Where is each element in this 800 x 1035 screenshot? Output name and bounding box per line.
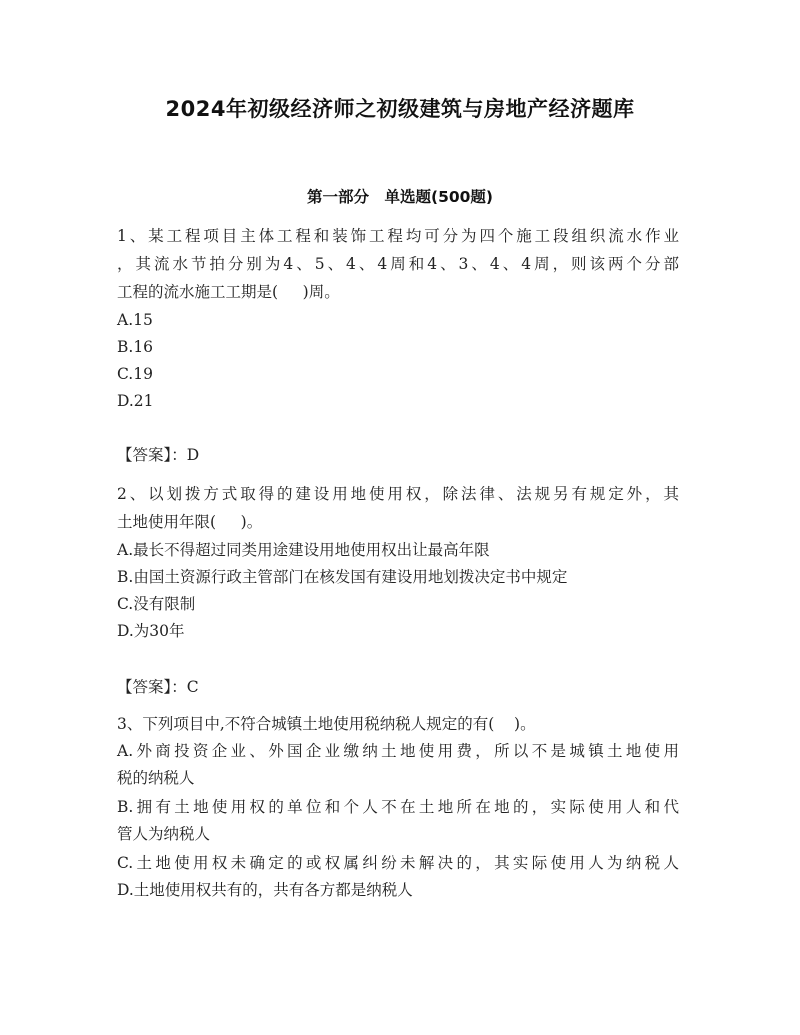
question-1-option-d: D.21 <box>117 392 154 410</box>
question-1-option-a: A.15 <box>117 311 153 329</box>
question-1-stem-line-1: 1、某工程项目主体工程和装饰工程均可分为四个施工段组织流水作业 <box>117 227 679 245</box>
question-2-stem-line-2: 土地使用年限( )。 <box>117 513 263 531</box>
answer-label: 【答案】： <box>117 678 187 696</box>
answer-value: D <box>186 446 200 464</box>
question-2-stem-line-1: 2、以划拨方式取得的建设用地使用权，除法律、法规另有规定外，其 <box>117 485 679 503</box>
question-2-option-b: B.由国土资源行政主管部门在核发国有建设用地划拨决定书中规定 <box>117 568 568 586</box>
question-1-option-c: C.19 <box>117 365 153 383</box>
question-1-option-b: B.16 <box>117 338 154 356</box>
page-title: 2024年初级经济师之初级建筑与房地产经济题库 <box>165 97 635 121</box>
question-2-option-d: D.为30年 <box>117 622 185 640</box>
question-2-option-c: C.没有限制 <box>117 595 196 613</box>
question-3-option-a-line-2: 税的纳税人 <box>117 769 195 787</box>
question-2-option-a: A.最长不得超过同类用途建设用地使用权出让最高年限 <box>117 541 490 559</box>
question-1-answer <box>117 445 199 465</box>
answer-label: 【答案】： <box>117 446 187 464</box>
section-title: 第一部分 单选题(500题) <box>306 188 494 206</box>
question-1-stem-line-3: 工程的流水施工工期是( )周。 <box>117 283 340 301</box>
question-1-stem-line-2: ，其流水节拍分别为4、5、4、4周和4、3、4、4周，则该两个分部 <box>117 255 679 273</box>
question-2-answer <box>117 677 199 697</box>
question-3-stem-line-1: 3、下列项目中,不符合城镇土地使用税纳税人规定的有( )。 <box>117 715 536 733</box>
answer-value: C <box>186 678 199 696</box>
question-3-option-c: C.土地使用权未确定的或权属纠纷未解决的，其实际使用人为纳税人 <box>117 854 679 872</box>
question-3-option-b-line-1: B.拥有土地使用权的单位和个人不在土地所在地的，实际使用人和代 <box>117 798 679 816</box>
question-3-option-d: D.土地使用权共有的，共有各方都是纳税人 <box>117 881 413 899</box>
question-3-option-b-line-2: 管人为纳税人 <box>117 825 211 843</box>
question-3-option-a-line-1: A.外商投资企业、外国企业缴纳土地使用费，所以不是城镇土地使用 <box>117 742 679 760</box>
